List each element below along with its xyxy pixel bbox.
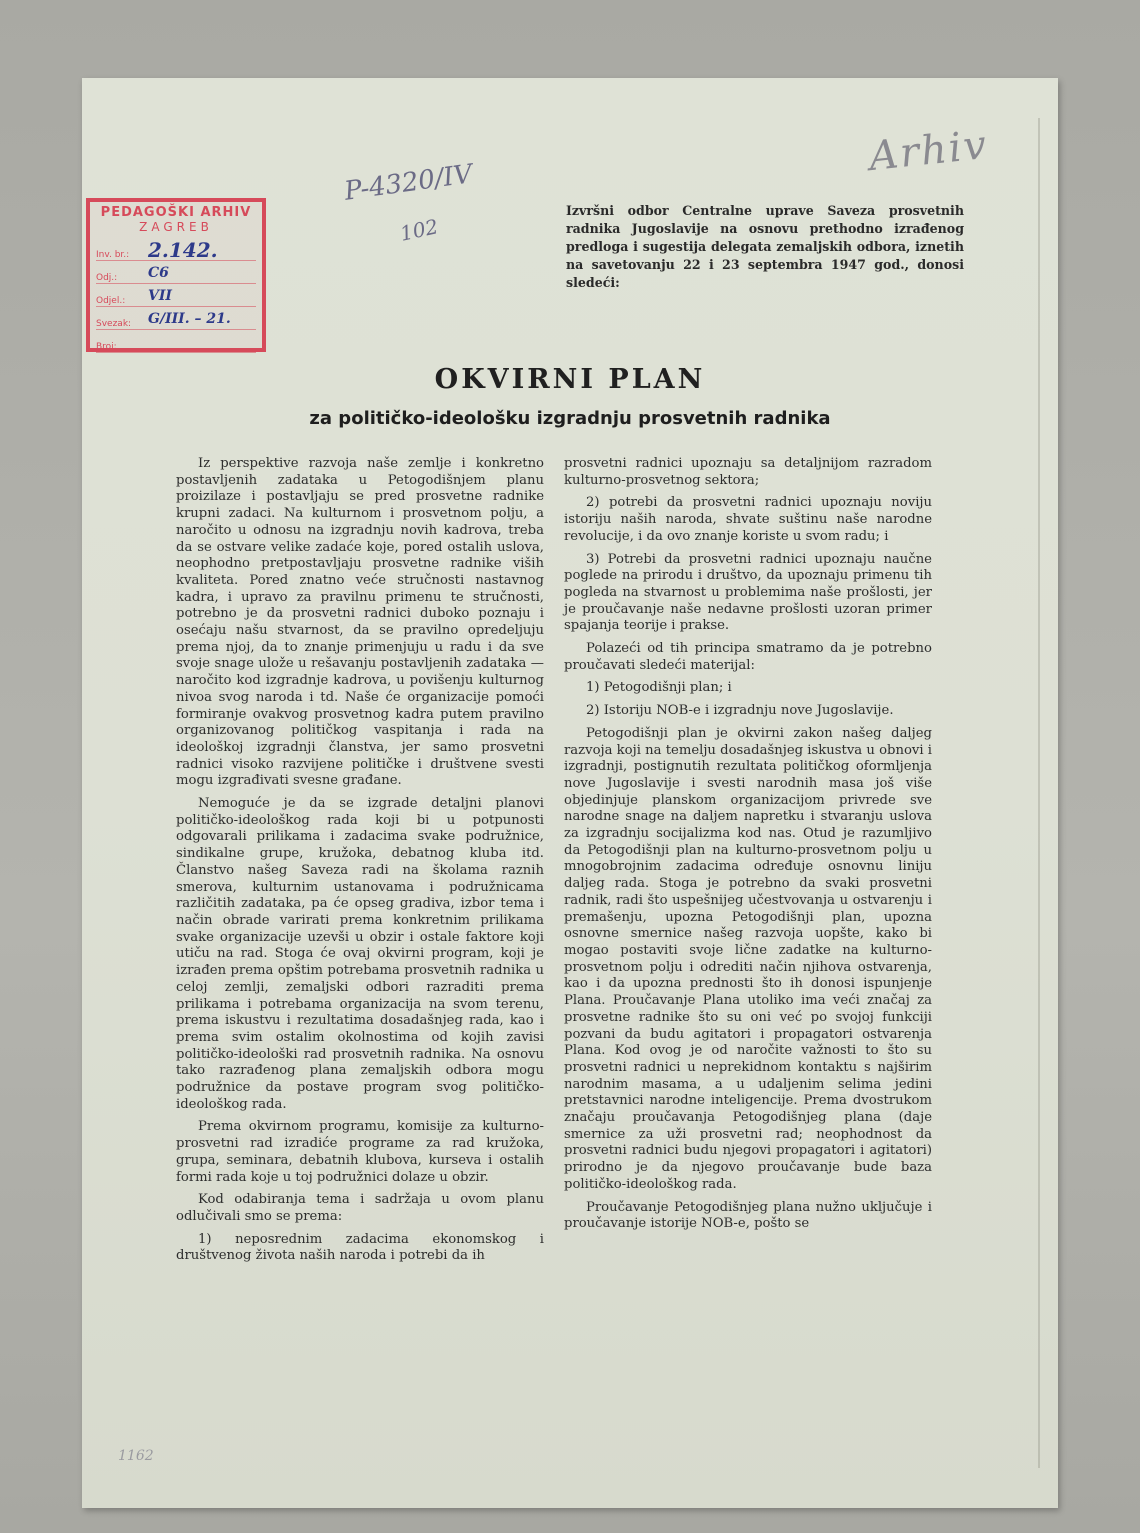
left-column [176,456,544,1271]
handwritten-corner-number: 1162 [118,1448,154,1464]
stamp-row-label: Odjel.: [96,296,126,306]
stamp-row [96,307,256,330]
left-paragraph: Nemoguće je da se izgrade detaljni planovi političko-ideološkog rada koji bi u potpunosti odgovarali prilikama i zadacima svake podružnice, sindikalne grupe, kružoka, debatnog kluba itd. Članstvo našeg Saveza radi na školama raznih smerova, kulturnim ustanovama i podružnicama različitih zadataka, pa će opseg gradiva, izbor tema i način obrade varirati prema konkretnim prilikama svake organizacije uzevši u obzir i ostale faktore koji utiču na rad. Stoga će ovaj okvirni program, koji je izrađen prema opštim potrebama prosvetnih radnika u celoj zemlji, zemaljski odbori razraditi prema prilikama i potrebama organizacija na svom terenu, prema iskustvu i rezultatima dosadašnjeg rada, kao i prema svim ostalim okolnostima od kojih zavisi političko-ideološki rad prosvetnih radnika. Na osnovu tako razrađenog plana zemaljskih odbora mogu podružnice da postave program svog političko-ideološkog rada. [176,796,544,1112]
stamp-row-label: Odj.: [96,273,118,283]
stamp-row-value: 2.142. [148,238,218,262]
stamp-row [96,330,256,353]
stamp-row-label: Svezak: [96,319,132,329]
page-fold-line [1038,118,1040,1468]
stamp-row [96,238,256,261]
intro-paragraph: Izvršni odbor Centralne uprave Saveza prosvetnih radnika Jugoslavije na osnovu prethodno izrađenog predloga i sugestija delegata zemaljskih odbora, iznetih na savetovanju 22 i 23 septembra 1947 god., donosi sledeći: [566,203,964,290]
right-paragraph: 1) Petogodišnji plan; i [586,680,732,696]
stamp-row-value: G/III. – 21. [148,311,231,327]
document-page [82,78,1058,1508]
right-paragraph: Petogodišnji plan je okvirni zakon našeg daljeg razvoja koji na temelju dosadašnjeg iskustva u obnovi i izgradnji, postignutih rezultata političkog oformljenja nove Jugoslavije i svesti narodnih masa još više objedinjuje planskom organizacijom privrede sve narodne snage na daljem napretku i stvaranju uslova za izgradnju socijalizma kod nas. Otud je razumljivo da Petogodišnji plan na kulturno-prosvetnom polju u mnogobrojnim zadacima određuje osnovnu liniju daljeg rada. Stoga je potrebno da svaki prosvetni radnik, radi što uspešnijeg učestvovanja u ostvarenju i premašenju, upozna Petogodišnji plan, upozna osnovne smernice našeg razvoja uopšte, kako bi mogao postaviti svoje lične zadatke na kulturno-prosvetnom polju i odrediti način njihova ostvarenja, kao i da upozna prednosti što ih donosi ispunjenje Plana. Proučavanje Plana utoliko ima veći značaj za prosvetne radnike što su oni već po svojoj funkciji pozvani da budu agitatori i propagatori ostvarenja Plana. Kod ovog je od naročite važnosti to što su prosvetni radnici u neprekidnom kontaktu s najširim narodnim masama, a u udaljenim selima jedini pretstavnici narodne inteligencije. Prema dvostrukom značaju proučavanja Petogodišnjeg plana (daje smernice za uži prosvetni rad; neophodnost da prosvetni radnici budu njegovi propagatori i agitatori) prirodno je da njegovo proučavanje bude baza političko-ideološkog rada. [564,725,932,1192]
stamp-row [96,261,256,284]
left-paragraph: Kod odabiranja tema i sadržaja u ovom planu odlučivali smo se prema: [176,1192,544,1224]
stamp-row-value: VII [148,288,172,304]
stamp-title: PEDAGOŠKI ARHIV [100,205,252,220]
archive-stamp [86,198,266,352]
handwritten-number: 102 [397,214,441,246]
stamp-row [96,284,256,307]
left-paragraph: 1) neposrednim zadacima ekonomskog i društvenog života naših naroda i potrebi da ih [176,1231,544,1264]
stamp-row-label: Broj: [96,342,117,352]
right-paragraph: Proučavanje Petogodišnjeg plana nužno uključuje i proučavanje istorije NOB-e, pošto se [564,1199,932,1232]
right-column [564,456,932,1239]
right-paragraph: 3) Potrebi da prosvetni radnici upoznaju naučne poglede na prirodu i društvo, da upoznaju primenu tih pogleda na stvarnost u problemima naše prošlosti, jer je proučavanje naše nedavne prošlosti uzoran primer spajanja teorije i prakse. [564,551,932,634]
stamp-row-label: Inv. br.: [96,250,130,260]
right-paragraph: prosvetni radnici upoznaju sa detaljnijom razradom kulturno-prosvetnog sektora; [564,456,932,488]
left-paragraph: Prema okvirnom programu, komisije za kulturno-prosvetni rad izradiće programe za rad kružoka, grupa, seminara, debatnih klubova, kurseva i ostalih formi rada koje u toj podružnici dolaze u obzir. [176,1119,544,1185]
right-paragraph: 2) potrebi da prosvetni radnici upoznaju noviju istoriju naših naroda, shvate suštinu naše narodne revolucije, i da ovo znanje koriste u svom radu; i [564,495,932,544]
handwritten-archive-note: Arhiv [866,121,991,181]
stamp-row-value: C6 [148,265,169,281]
handwritten-signature-code: P-4320/IV [342,159,475,207]
right-paragraph: 2) Istoriju NOB-e i izgradnju nove Jugoslavije. [586,703,894,719]
document-title: OKVIRNI PLAN [434,364,706,395]
document-subtitle: za političko-ideološku izgradnju prosvetnih radnika [309,408,831,429]
right-paragraph: Polazeći od tih principa smatramo da je potrebno proučavati sledeći materijal: [564,641,932,673]
stamp-city: ZAGREB [139,220,213,234]
left-paragraph: Iz perspektive razvoja naše zemlje i konkretno postavljenih zadataka u Petogodišnjem planu proizilaze i postavljaju se pred prosvetne radnike krupni zadaci. Na kulturnom i prosvetnom polju, a naročito u odnosu na izgradnju novih kadrova, treba da se ostvare velike zadaće koje, pored ostalih uslova, neophodno pretpostavljaju prosvetne radnike viših kvaliteta. Pored znatno veće stručnosti nastavnog kadra, i upravo za pravilnu primenu te stručnosti, potrebno je da prosvetni radnici duboko poznaju i osećaju našu stvarnost, da se pravilno opredeljuju prema njoj, da to znanje primenjuju u radu i da sve svoje snage ulože u rešavanju postavljenih zadataka — naročito kod izgradnje kadrova, u povišenju kulturnog nivoa svog naroda i td. Naše će organizacije pomoći formiranje ovakvog prosvetnog kadra putem pravilno organizovanog političkog vaspitanja i rada na ideološkoj izgradnji članstva, jer samo prosvetni radnici visoko razvijene političke i društvene svesti mogu izgrađivati svesne građane. [176,456,544,789]
